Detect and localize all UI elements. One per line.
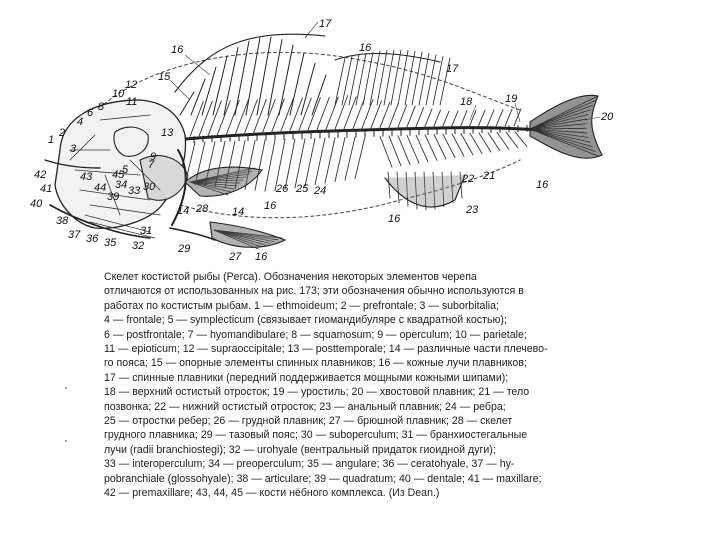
- haemal-spine: [407, 135, 419, 163]
- rib: [265, 140, 275, 191]
- haemal-spine: [488, 133, 500, 151]
- callout-7: 7: [148, 159, 155, 171]
- callout-32: 32: [132, 240, 145, 252]
- callout-10: 10: [112, 88, 125, 100]
- neural-spine: [370, 101, 381, 131]
- caption-line: отличаются от использованных на рис. 173; эти обозначения обычно используются в: [104, 285, 524, 298]
- caption-line: грудного плавника; 29 — тазовый пояс; 30 — suboperculum; 31 — бранхиостегальные: [104, 429, 528, 442]
- dorsal-spine: [191, 79, 205, 115]
- caption-line: 4 — frontale; 5 — symplecticum (связывает гиомандибуляре с квадратной костью);: [104, 314, 507, 327]
- neural-spine: [478, 110, 485, 127]
- haemal-spine: [434, 134, 446, 159]
- neural-spine: [433, 110, 441, 128]
- callout-39: 39: [107, 191, 120, 203]
- callout-17-dorsal2: 17: [446, 63, 459, 75]
- rib: [255, 140, 265, 190]
- callout-40: 40: [30, 198, 43, 210]
- callout-16-tail: 16: [536, 179, 549, 191]
- callout-16-pect: 16: [264, 200, 277, 212]
- figure-caption: [104, 270, 656, 501]
- haemal-spine: [497, 132, 509, 149]
- rib: [315, 138, 325, 185]
- haemal-spine: [380, 136, 392, 167]
- callout-27: 27: [229, 251, 242, 263]
- haemal-spine: [479, 133, 491, 152]
- rib: [295, 139, 305, 188]
- haemal-spine: [452, 134, 464, 156]
- callout-5: 5: [122, 164, 129, 176]
- haemal-spine: [443, 134, 455, 157]
- haemal-spine: [416, 135, 428, 162]
- caption-line: 11 — epioticum; 12 — supraoccipitale; 13 — posttemporale; 14 — различные части плечево-: [104, 343, 548, 356]
- haemal-spine: [425, 135, 437, 161]
- callout-9: 9: [150, 151, 157, 163]
- haemal-spine: [398, 136, 410, 165]
- callout-1: 1: [48, 134, 55, 146]
- haemal-spine: [506, 132, 518, 148]
- callout-25: 25: [296, 183, 309, 195]
- neural-spine: [406, 106, 415, 129]
- callout-3: 3: [70, 143, 77, 155]
- neural-spine: [469, 110, 476, 127]
- callout-37: 37: [68, 229, 81, 241]
- dorsal-spine: [268, 40, 282, 115]
- callout-35: 35: [104, 237, 117, 249]
- caption-line: 17 — спинные плавники (передний поддерживается мощными кожными шипами);: [104, 371, 509, 384]
- callout-36: 36: [86, 233, 99, 245]
- callout-16-anal: 16: [388, 213, 401, 225]
- callout-18: 18: [460, 96, 473, 108]
- callout-8: 8: [98, 101, 105, 113]
- callout-24: 24: [314, 185, 327, 197]
- callout-2: 2: [59, 127, 66, 139]
- callout-13: 13: [161, 127, 174, 139]
- callout-26: 26: [276, 183, 289, 195]
- fish-skeleton-figure: [0, 0, 720, 262]
- neural-spine: [424, 109, 432, 129]
- caption-line: 6 — postfrontale; 7 — hyomandibulare; 8 — squamosum; 9 — operculum; 10 — parietale;: [104, 328, 527, 341]
- callout-16-dorsal2: 16: [359, 42, 372, 54]
- caption-line: работах по костистым рыбам. 1 — ethmoideum; 2 — prefrontale; 3 — suborbitalia;: [104, 299, 499, 312]
- callout-14: 14: [177, 205, 190, 217]
- dorsal-fin-1-edge: [175, 34, 325, 92]
- pectoral-fin-edge: [185, 167, 262, 196]
- dorsal-spine: [213, 56, 227, 115]
- rib: [345, 137, 355, 180]
- callout-30: 30: [143, 181, 156, 193]
- pelvic-girdle: [170, 228, 215, 240]
- callout-23: 23: [466, 204, 479, 216]
- scan-speck: [65, 440, 67, 442]
- callout-6: 6: [87, 107, 94, 119]
- callout-14b: 14: [232, 206, 245, 218]
- callout-33: 33: [128, 185, 141, 197]
- caption-line: pobranchiale (glossohyale); 38 — articulare; 39 — quadratum; 40 — dentale; 41 — maxillare;: [104, 472, 542, 485]
- neural-spine: [397, 105, 407, 130]
- callout-17-top: 17: [319, 18, 332, 30]
- callout-15: 15: [158, 71, 171, 83]
- caption-line: 18 — верхний остистый отросток; 19 — уростиль; 20 — хвостовой плавник; 21 — тело: [104, 386, 530, 399]
- dorsal-spine: [257, 37, 271, 115]
- callout-45: 45: [112, 169, 125, 181]
- dorsal-spine: [224, 48, 238, 115]
- neural-spine: [415, 107, 424, 129]
- rib: [355, 137, 365, 179]
- neural-spine: [496, 109, 503, 126]
- caudal-fin-outline: [530, 95, 602, 158]
- callout-4: 4: [77, 116, 84, 128]
- neural-spine: [451, 111, 458, 128]
- rib: [335, 137, 345, 181]
- callout-19: 19: [505, 93, 518, 105]
- neural-spine: [487, 110, 494, 127]
- callout-34: 34: [115, 179, 128, 191]
- dorsal-spine: [246, 38, 260, 115]
- caption-line: 25 — отростки ребер; 26 — грудной плавник; 27 — брюшной плавник; 28 — скелет: [104, 415, 513, 428]
- caption-line: го пояса; 15 — опорные элементы спинных плавников; 16 — кожные лучи плавников;: [104, 357, 527, 370]
- callout-38: 38: [56, 215, 69, 227]
- callout-41: 41: [40, 183, 53, 195]
- anal-ray: [388, 172, 390, 198]
- callout-16-pelvic: 16: [255, 251, 268, 263]
- pelvic-fin-edge: [210, 222, 285, 247]
- callout-16-dorsal: 16: [171, 44, 184, 56]
- callout-43: 43: [80, 171, 93, 183]
- callout-42: 42: [34, 169, 47, 181]
- callout-11: 11: [126, 96, 138, 108]
- callout-22: 22: [462, 173, 475, 185]
- caption-line: Скелет костистой рыбы (Perca). Обозначения некоторых элементов черепа: [104, 271, 477, 283]
- haemal-spine: [389, 136, 401, 166]
- dorsal-spine: [290, 53, 304, 115]
- rib: [305, 138, 315, 186]
- rib: [325, 138, 335, 183]
- caption-line: лучи (radii branchiostegi); 32 — urohyale (вентральный придаток гиоидной дуги);: [104, 443, 496, 456]
- caption-line: позвонка; 22 — нижний остистый отросток; 23 — анальный плавник; 24 — ребра;: [104, 400, 506, 413]
- rib: [285, 139, 295, 189]
- neural-spine: [460, 111, 467, 128]
- callout-44: 44: [94, 182, 107, 194]
- callout-31: 31: [140, 225, 153, 237]
- dorsal-spine: [312, 75, 326, 115]
- caption-line: 42 — premaxillare; 43, 44, 45 — кости нёбного комплекса. (Из Dean.): [104, 487, 440, 500]
- callout-29: 29: [178, 243, 191, 255]
- neural-spine: [505, 109, 512, 126]
- scan-speck: [65, 387, 67, 389]
- neural-spine: [379, 102, 390, 130]
- haemal-spine: [470, 133, 482, 153]
- callout-12: 12: [125, 79, 138, 91]
- callout-20: 20: [601, 111, 614, 123]
- haemal-spine: [515, 132, 527, 147]
- fish-skeleton-drawing: [0, 0, 720, 262]
- callout-28: 28: [196, 203, 209, 215]
- dorsal-fin-spiny: [180, 37, 326, 115]
- neural-spine: [442, 111, 449, 128]
- caption-line: 33 — interoperculum; 34 — preoperculum; 35 — angulare; 36 — ceratohyale, 37 — hy-: [104, 458, 515, 471]
- haemal-spine: [461, 134, 473, 155]
- callout-21: 21: [483, 170, 496, 182]
- neural-spine: [388, 103, 398, 130]
